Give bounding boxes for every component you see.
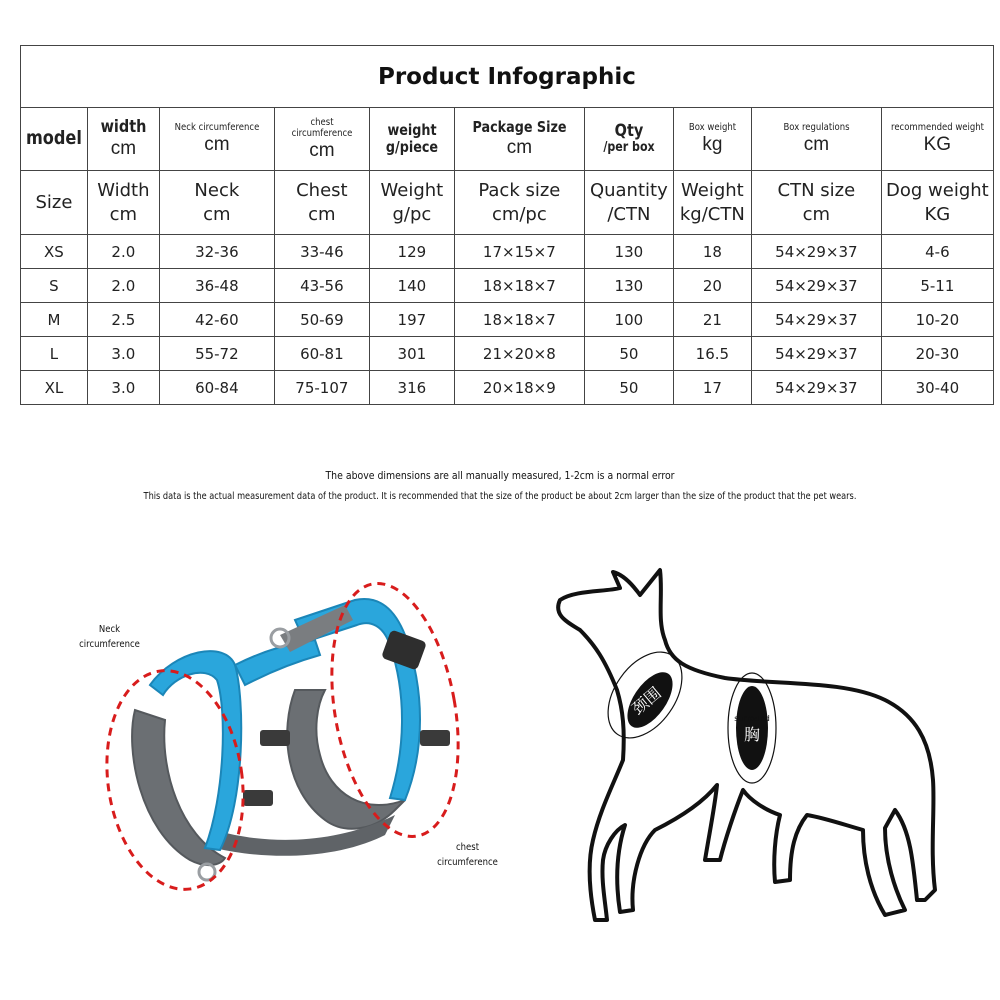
neck-circumference-label: Neck circumference	[79, 624, 140, 650]
table-cell: 54×29×37	[751, 371, 881, 405]
table-cell: 17	[673, 371, 751, 405]
neck-marker-text: 颈围	[628, 683, 665, 719]
table-row	[21, 235, 994, 269]
table-cell: 2.0	[87, 269, 159, 303]
table-cell: 316	[369, 371, 454, 405]
table-cell: 55-72	[159, 337, 274, 371]
table-cell: 18	[673, 235, 751, 269]
table-cell: 20×18×9	[454, 371, 584, 405]
table-cell: 54×29×37	[751, 303, 881, 337]
table-cell: 20	[673, 269, 751, 303]
slider-icon-2	[420, 730, 450, 746]
table-cell: 130	[584, 235, 673, 269]
table-cell: 301	[369, 337, 454, 371]
header-weight: weight g/piece	[369, 108, 454, 171]
table-cell: 140	[369, 269, 454, 303]
subheader-cell: Dog weight KG	[881, 171, 993, 235]
table-cell: 16.5	[673, 337, 751, 371]
table-cell: S	[21, 269, 88, 303]
table-cell: M	[21, 303, 88, 337]
header-recommended-weight: recommended weight KG	[881, 108, 993, 171]
measurement-note: The above dimensions are all manually measured, 1-2cm is a normal error	[325, 469, 675, 482]
table-cell: 42-60	[159, 303, 274, 337]
header-box-regulations: Box regulations cm	[751, 108, 881, 171]
table-cell: 4-6	[881, 235, 993, 269]
subheader-cell: Quantity /CTN	[584, 171, 673, 235]
header-box-weight: Box weight kg	[673, 108, 751, 171]
harness-image	[95, 580, 475, 900]
chest-marker-text: 胸	[743, 725, 761, 744]
size-table	[20, 45, 994, 405]
table-title: Product Infographic	[377, 63, 636, 90]
header-width: width cm	[87, 108, 159, 171]
table-cell: 17×15×7	[454, 235, 584, 269]
subheader-cell: CTN size cm	[751, 171, 881, 235]
table-row	[21, 303, 994, 337]
table-cell: 60-84	[159, 371, 274, 405]
table-cell: 130	[584, 269, 673, 303]
table-cell: 20-30	[881, 337, 993, 371]
chest-padding	[287, 690, 405, 829]
subheader-cell: Weight kg/CTN	[673, 171, 751, 235]
table-cell: 75-107	[274, 371, 369, 405]
table-cell: 5-11	[881, 269, 993, 303]
table-cell: 54×29×37	[751, 235, 881, 269]
table-cell: 54×29×37	[751, 269, 881, 303]
dog-illustration	[545, 560, 965, 940]
table-cell: 43-56	[274, 269, 369, 303]
subheader-cell: Pack size cm/pc	[454, 171, 584, 235]
chest-circumference-label: chest circumference	[437, 842, 498, 868]
header-chest: chest circumference cm	[274, 108, 369, 171]
title-row	[21, 46, 994, 108]
table-cell: 33-46	[274, 235, 369, 269]
subheader-cell: Neck cm	[159, 171, 274, 235]
table-cell: 100	[584, 303, 673, 337]
header-neck: Neck circumference cm	[159, 108, 274, 171]
header-qty: Qty /per box	[584, 108, 673, 171]
chest-marker-text-en: surround	[734, 714, 770, 723]
table-cell: 50	[584, 337, 673, 371]
slider-icon-3	[243, 790, 273, 806]
table-cell: 30-40	[881, 371, 993, 405]
table-cell: XS	[21, 235, 88, 269]
table-row	[21, 337, 994, 371]
table-cell: L	[21, 337, 88, 371]
table-cell: 10-20	[881, 303, 993, 337]
table-cell: 36-48	[159, 269, 274, 303]
table-cell: 197	[369, 303, 454, 337]
table-cell: 2.0	[87, 235, 159, 269]
subheader-cell: Width cm	[87, 171, 159, 235]
header-package: Package Size cm	[454, 108, 584, 171]
header-row	[21, 108, 994, 171]
table-row	[21, 371, 994, 405]
table-cell: 50	[584, 371, 673, 405]
slider-icon-1	[260, 730, 290, 746]
table-cell: 32-36	[159, 235, 274, 269]
table-cell: 21	[673, 303, 751, 337]
title-cell	[21, 46, 994, 108]
table-body	[21, 235, 994, 405]
table-cell: 50-69	[274, 303, 369, 337]
subheader-row	[21, 171, 994, 235]
subheader-cell: Chest cm	[274, 171, 369, 235]
table-cell: 21×20×8	[454, 337, 584, 371]
table-cell: 2.5	[87, 303, 159, 337]
table-cell: 54×29×37	[751, 337, 881, 371]
subheader-cell: Weight g/pc	[369, 171, 454, 235]
table-row	[21, 269, 994, 303]
table-cell: 3.0	[87, 337, 159, 371]
table-cell: XL	[21, 371, 88, 405]
subheader-cell: Size	[21, 171, 88, 235]
table-cell: 18×18×7	[454, 303, 584, 337]
table-cell: 60-81	[274, 337, 369, 371]
table-cell: 3.0	[87, 371, 159, 405]
table-cell: 18×18×7	[454, 269, 584, 303]
table-cell: 129	[369, 235, 454, 269]
header-model: model	[21, 108, 88, 171]
sizing-note: This data is the actual measurement data of the product. It is recommended that the size of the product be about 2cm larger than the size of the product that the pet wears.	[143, 491, 857, 502]
